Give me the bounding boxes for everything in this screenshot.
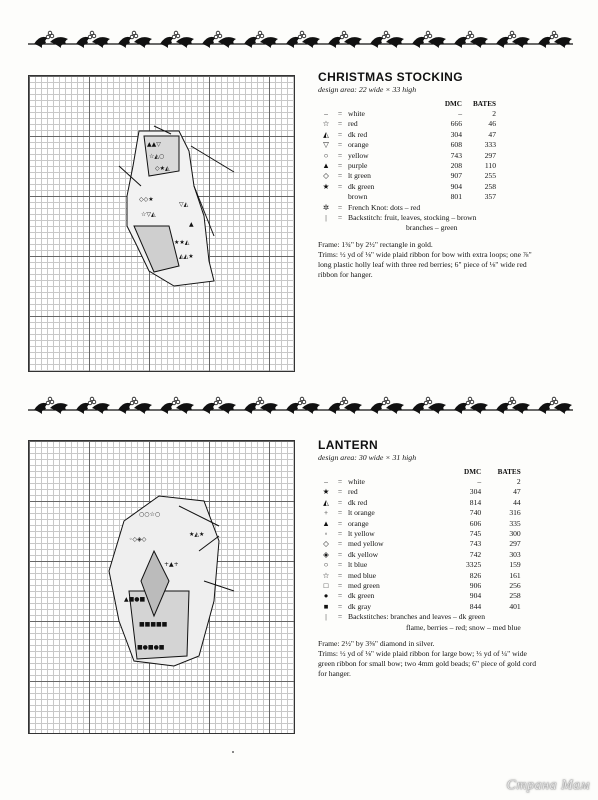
key-symbol: ●	[323, 591, 329, 601]
dmc-number: 907	[450, 171, 462, 181]
key-row	[318, 140, 498, 150]
key-equals: =	[337, 109, 343, 118]
key-symbol: ◭	[323, 129, 329, 139]
key-symbol: –	[324, 109, 328, 118]
key-row	[318, 581, 523, 591]
dmc-number: 606	[469, 518, 482, 528]
key-symbol: +	[323, 508, 329, 518]
color-name: lt orange	[348, 508, 375, 518]
lantern-chart-grid	[28, 440, 295, 734]
key-row	[318, 192, 498, 202]
color-name: orange	[348, 518, 369, 528]
stocking-chart-grid	[28, 75, 295, 372]
bates-number: 161	[509, 570, 521, 580]
key-equals: =	[337, 171, 343, 181]
dmc-number: 906	[469, 581, 482, 591]
key-symbol: ○	[323, 560, 329, 570]
key-row	[318, 161, 498, 171]
color-name: dk yellow	[348, 549, 379, 559]
holly-sprig-icon	[328, 31, 362, 48]
key-symbol: ▽	[323, 140, 329, 150]
key-symbol: |	[325, 612, 327, 622]
color-name: lt blue	[348, 560, 368, 570]
bates-number: 401	[509, 601, 521, 611]
key-equals: =	[337, 570, 343, 580]
key-row	[318, 130, 498, 140]
note-line: Frame: 2½" by 3⅜" diamond in silver.	[318, 639, 435, 649]
key-symbol: |	[325, 213, 327, 223]
key-equals: =	[337, 497, 343, 507]
key-equals: =	[337, 477, 343, 486]
key-row	[318, 560, 523, 570]
key-equals: =	[337, 549, 343, 559]
holly-sprig-icon	[412, 31, 446, 48]
bates-number: 2	[492, 109, 496, 118]
svg-text:★◭★: ★◭★	[189, 531, 205, 538]
key-equals: =	[337, 161, 343, 171]
svg-text:■●■●■: ■●■●■	[137, 644, 165, 651]
color-key-table	[318, 99, 498, 234]
pattern-title: CHRISTMAS STOCKING	[318, 70, 463, 84]
key-symbol: ★	[322, 487, 330, 497]
key-symbol: ◈	[323, 549, 329, 559]
svg-text:▽◭: ▽◭	[179, 201, 189, 208]
color-name: Backstitch: fruit, leaves, stocking – brown	[348, 213, 477, 223]
key-symbol: ▲	[322, 518, 330, 528]
holly-sprig-icon	[496, 31, 530, 48]
key-symbol	[318, 192, 334, 202]
holly-sprig-icon	[286, 397, 320, 414]
svg-text:★★◭: ★★◭	[174, 239, 190, 246]
lantern-legend-panel	[318, 440, 580, 679]
dmc-header: DMC	[444, 100, 462, 108]
holly-sprig-icon	[118, 397, 152, 414]
key-row	[318, 477, 523, 487]
key-symbol: □	[323, 581, 329, 591]
bates-number: 258	[509, 591, 521, 601]
holly-sprig-icon	[412, 397, 446, 414]
color-name: med blue	[348, 570, 377, 580]
key-row	[318, 109, 498, 119]
color-name: med green	[348, 581, 380, 591]
dmc-number: 3325	[465, 560, 482, 570]
key-row	[318, 498, 523, 508]
dmc-number: 208	[450, 161, 462, 171]
key-symbol: ✲	[322, 202, 330, 212]
bates-number: 258	[484, 181, 496, 191]
bates-number: 159	[509, 560, 521, 570]
key-equals: =	[337, 529, 343, 539]
color-name: dk green	[348, 181, 375, 191]
key-equals: =	[337, 539, 343, 549]
bates-number: 316	[509, 508, 521, 518]
svg-text:◇◇★: ◇◇★	[139, 196, 154, 203]
dmc-header: DMC	[464, 468, 482, 476]
bates-number: 300	[509, 529, 521, 539]
holly-sprig-icon	[538, 31, 572, 48]
color-name: dk red	[348, 497, 368, 507]
key-symbol: ☆	[322, 570, 330, 580]
bates-number: 2	[516, 477, 521, 486]
key-row	[318, 119, 498, 129]
holly-sprig-icon	[118, 31, 152, 48]
bates-number: 256	[509, 581, 521, 591]
svg-text:▲: ▲	[189, 221, 194, 228]
dmc-number: 844	[469, 601, 482, 611]
key-row	[318, 602, 523, 612]
holly-sprig-icon	[160, 397, 194, 414]
holly-sprig-icon	[370, 31, 404, 48]
svg-text:○○☆○: ○○☆○	[139, 511, 161, 518]
key-row	[318, 171, 498, 181]
holly-sprig-icon	[34, 397, 68, 414]
bates-number: 357	[484, 192, 496, 202]
key-equals: =	[337, 581, 343, 591]
pattern-title: LANTERN	[318, 438, 379, 452]
dmc-number: 801	[450, 192, 462, 202]
color-name: purple	[348, 161, 368, 171]
svg-text:◦◇◈◇: ◦◇◈◇	[129, 536, 147, 543]
key-equals: =	[337, 129, 343, 139]
bates-number: 333	[484, 140, 496, 150]
key-equals: =	[337, 508, 343, 518]
page-speck	[232, 751, 234, 753]
dmc-number: 904	[450, 181, 462, 191]
key-symbol: ◇	[323, 171, 329, 181]
svg-text:☆◭○: ☆◭○	[149, 153, 165, 160]
holly-sprig-icon	[538, 397, 572, 414]
holly-sprig-icon	[76, 397, 110, 414]
holly-sprig-icon	[160, 31, 194, 48]
bates-number: 297	[509, 539, 521, 549]
key-symbol: ▲	[322, 161, 330, 171]
color-name: lt yellow	[348, 529, 375, 539]
finishing-notes	[318, 639, 543, 679]
color-name: lt green	[348, 171, 371, 181]
key-symbol	[318, 623, 334, 633]
dmc-number: 304	[469, 487, 482, 497]
key-equals: =	[337, 140, 343, 150]
key-row	[318, 612, 523, 622]
color-name: branches – green	[406, 223, 458, 233]
key-symbol: –	[324, 477, 328, 486]
color-name: white	[348, 109, 365, 118]
key-equals: =	[337, 601, 343, 611]
dmc-number: 904	[469, 591, 482, 601]
bates-number: 335	[509, 518, 521, 528]
key-row	[318, 519, 523, 529]
key-row	[318, 550, 523, 560]
bates-number: 44	[513, 497, 521, 507]
key-equals	[334, 223, 346, 233]
key-symbol: ■	[323, 601, 329, 611]
holly-sprig-icon	[454, 31, 488, 48]
bates-header: BATES	[472, 100, 496, 108]
svg-text:☆▽◭: ☆▽◭	[141, 211, 156, 218]
key-symbol: ○	[323, 150, 329, 160]
color-name: brown	[348, 192, 368, 202]
key-equals	[334, 192, 346, 202]
holly-sprig-icon	[202, 397, 236, 414]
key-row	[318, 539, 523, 549]
key-symbol: ◇	[323, 539, 329, 549]
key-row	[318, 182, 498, 192]
key-row	[318, 529, 523, 539]
holly-sprig-icon	[286, 31, 320, 48]
key-row	[318, 213, 498, 223]
holly-sprig-icon	[370, 397, 404, 414]
holly-border-top	[28, 30, 573, 52]
holly-sprig-icon	[454, 397, 488, 414]
dmc-number: 742	[469, 549, 482, 559]
lantern-motif	[29, 441, 294, 733]
color-name: Backstitches: branches and leaves – dk green	[348, 612, 486, 622]
dmc-number: –	[477, 477, 482, 486]
color-name: yellow	[348, 150, 369, 160]
key-equals	[334, 623, 346, 633]
key-symbol: ☆	[322, 119, 330, 129]
svg-text:▲▲▽: ▲▲▽	[147, 141, 161, 148]
holly-sprig-icon	[244, 397, 278, 414]
dmc-number: –	[458, 109, 462, 118]
note-line: Frame: 1¾" by 2½" rectangle in gold.	[318, 239, 433, 249]
color-name: white	[348, 477, 365, 486]
color-name: orange	[348, 140, 369, 150]
dmc-number: 745	[469, 529, 482, 539]
key-row	[318, 223, 498, 233]
key-row	[318, 203, 498, 213]
bates-number: 47	[513, 487, 521, 497]
dmc-number: 608	[450, 140, 462, 150]
key-equals: =	[337, 213, 343, 223]
note-line: Trims: ½ yd of ⅛" wide plaid ribbon for bow with extra loops; one ⅞" long plastic holly leaf with three red berries; 6" piece of ⅛" wide red ribbon for hanger.	[318, 249, 532, 279]
note-line: Trims: ½ yd of ⅛" wide plaid ribbon for large bow; ⅓ yd of ¼" wide green ribbon for small bow; two 4mm gold beads; 6" piece of gold cord for hanger.	[318, 649, 536, 679]
holly-sprig-icon	[34, 31, 68, 48]
svg-text:■■■■■: ■■■■■	[139, 621, 168, 628]
dmc-number: 814	[469, 497, 482, 507]
dmc-number: 743	[469, 539, 482, 549]
dmc-number: 740	[469, 508, 482, 518]
key-row	[318, 151, 498, 161]
holly-sprig-icon	[202, 31, 236, 48]
dmc-number: 666	[450, 119, 462, 129]
bates-number: 110	[484, 161, 496, 171]
color-name: red	[348, 119, 358, 129]
color-name: flame, berries – red; snow – med blue	[406, 622, 521, 632]
stocking-legend-panel	[318, 72, 580, 280]
stocking-motif	[29, 76, 294, 371]
key-equals: =	[337, 202, 343, 212]
design-area: design area: 22 wide × 33 high	[318, 85, 417, 94]
bates-number: 255	[484, 171, 496, 181]
dmc-number: 304	[450, 129, 462, 139]
svg-text:▲■●■: ▲■●■	[124, 596, 146, 603]
dmc-number: 826	[469, 570, 482, 580]
key-equals: =	[337, 518, 343, 528]
holly-sprig-icon	[244, 31, 278, 48]
key-symbol: ◭	[323, 497, 329, 507]
key-symbol	[318, 223, 334, 233]
holly-sprig-icon	[328, 397, 362, 414]
color-name: dk gray	[348, 601, 371, 611]
color-key-table	[318, 467, 523, 633]
color-name: dk green	[348, 591, 375, 601]
holly-sprig-icon	[496, 397, 530, 414]
key-row	[318, 508, 523, 518]
key-equals: =	[337, 150, 343, 160]
svg-text:◭◭★: ◭◭★	[179, 253, 194, 260]
key-symbol: ★	[322, 181, 330, 191]
svg-text:◇★◭: ◇★◭	[155, 165, 170, 172]
bates-number: 303	[509, 549, 521, 559]
key-row	[318, 591, 523, 601]
key-equals: =	[337, 487, 343, 497]
color-name: French Knot: dots – red	[348, 202, 421, 212]
dmc-number: 743	[450, 150, 462, 160]
watermark-logo: Страна Мам	[506, 778, 590, 793]
key-equals: =	[337, 119, 343, 129]
color-name: med yellow	[348, 539, 384, 549]
color-name: red	[348, 487, 358, 497]
design-area: design area: 30 wide × 31 high	[318, 453, 417, 462]
key-row	[318, 571, 523, 581]
key-equals: =	[337, 591, 343, 601]
key-row	[318, 487, 523, 497]
key-equals: =	[337, 612, 343, 622]
svg-text:+▲+: +▲+	[164, 561, 179, 568]
key-equals: =	[337, 181, 343, 191]
holly-sprig-icon	[76, 31, 110, 48]
holly-border-middle	[28, 396, 573, 418]
bates-number: 47	[488, 129, 496, 139]
bates-number: 297	[484, 150, 496, 160]
bates-number: 46	[488, 119, 496, 129]
key-symbol: ◦	[324, 529, 328, 539]
color-name: dk red	[348, 129, 368, 139]
key-row	[318, 623, 523, 633]
finishing-notes	[318, 240, 543, 280]
bates-header: BATES	[497, 468, 521, 476]
key-equals: =	[337, 560, 343, 570]
